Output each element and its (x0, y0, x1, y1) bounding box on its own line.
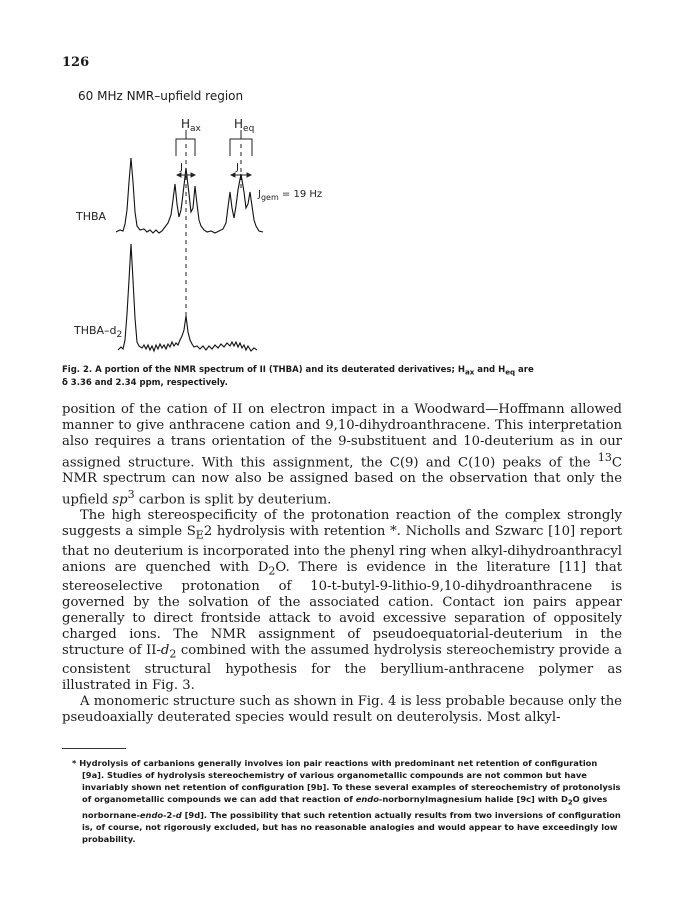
footnote: * Hydrolysis of carbanions generally involves ion pair reactions with predominant net retention of configuration [9a]. Studies of hydrolysis stereochemistry of various organometallic compounds are not common but have invariably shown net retention of configuration [9b]. To these several examples of stereochemistry of protonolysis of organometallic compounds we can add that reaction of endo-norbornylmagnesium halide [9c] with $D_2O$ gives norbornane-endo-2-d [9d]. The possibility that such retention actually results from two inversions of configuration is, of course, not rigorously excluded, but has no reasonable analogies and would appear to have exceedingly low probability. (72, 758, 621, 844)
paragraph-1: position of the cation of II on electron impact in a Woodward—Hoffmann allowed manner to give anthracene cation and 9,10-dihydroanthracene. This interpretation also requires a trans orientation of the 9-substituent and 10-deuterium as in our assigned structure. With this assignment, the C(9) and C(10) peaks of the $^{13}$C NMR spectrum can now also be assigned based on the observation that only the upfield $sp^3$ carbon is split by deuterium. (62, 402, 622, 508)
h-ax-label: $H_{ax}$ (181, 117, 201, 134)
j-left-label: J (180, 162, 183, 173)
thba-d2-spectrum-trace (118, 244, 257, 351)
nmr-spectra (60, 84, 620, 370)
page-number: 126 (62, 55, 90, 70)
nmr-figure (60, 84, 620, 370)
footnote-divider (62, 748, 126, 749)
figure-title: 60 MHz NMR–upfield region (78, 89, 244, 103)
paragraph-3: A monomeric structure such as shown in Fig. 4 is less probable because only the pseudoaxially deuterated species would result on deuterolysis. Most alkyl- (62, 694, 622, 726)
caption-fig-label: Fig. 2. (62, 365, 93, 375)
j-gem-label: $J_{gem} = 19$ Hz (258, 189, 323, 202)
figure-caption (62, 365, 622, 389)
j-right-label: J (236, 162, 239, 173)
trace-label-thba-d2: THBA–$d_2$ (74, 324, 123, 340)
h-eq-label: $H_{eq}$ (234, 117, 255, 134)
caption-line-1: Fig. 2. A portion of the NMR spectrum of II (THBA) and its deuterated derivatives; $H_{ax}$ and $H_{eq}$ are (62, 365, 534, 377)
main-text (62, 402, 622, 726)
trace-label-thba: THBA (76, 210, 107, 223)
caption-line-2: δ 3.36 and 2.34 ppm, respectively. (62, 377, 228, 388)
j-arrows (177, 173, 251, 177)
paragraph-2: The high stereospecificity of the protonation reaction of the complex strongly suggests a simple $S_E2$ hydrolysis with retention *. Nicholls and Szwarc [10] report that no deuterium is incorporated into the phenyl ring when alkyl-dihydroanthracyl anions are quenched with $D_2O$. There is evidence in the literature [11] that stereoselective protonation of 10-t-butyl-9-lithio-9,10-dihydroanthracene is governed by the solvation of the associated cation. Contact ion pairs appear generally to direct frontside attack to avoid excessive separation of oppositely charged ions. The NMR assignment of pseudoequatorial-deuterium in the structure of $II-d_2$ combined with the assumed hydrolysis stereochemistry provide a consistent structural hypothesis for the beryllium-anthracene polymer as illustrated in Fig. 3. (62, 508, 623, 694)
